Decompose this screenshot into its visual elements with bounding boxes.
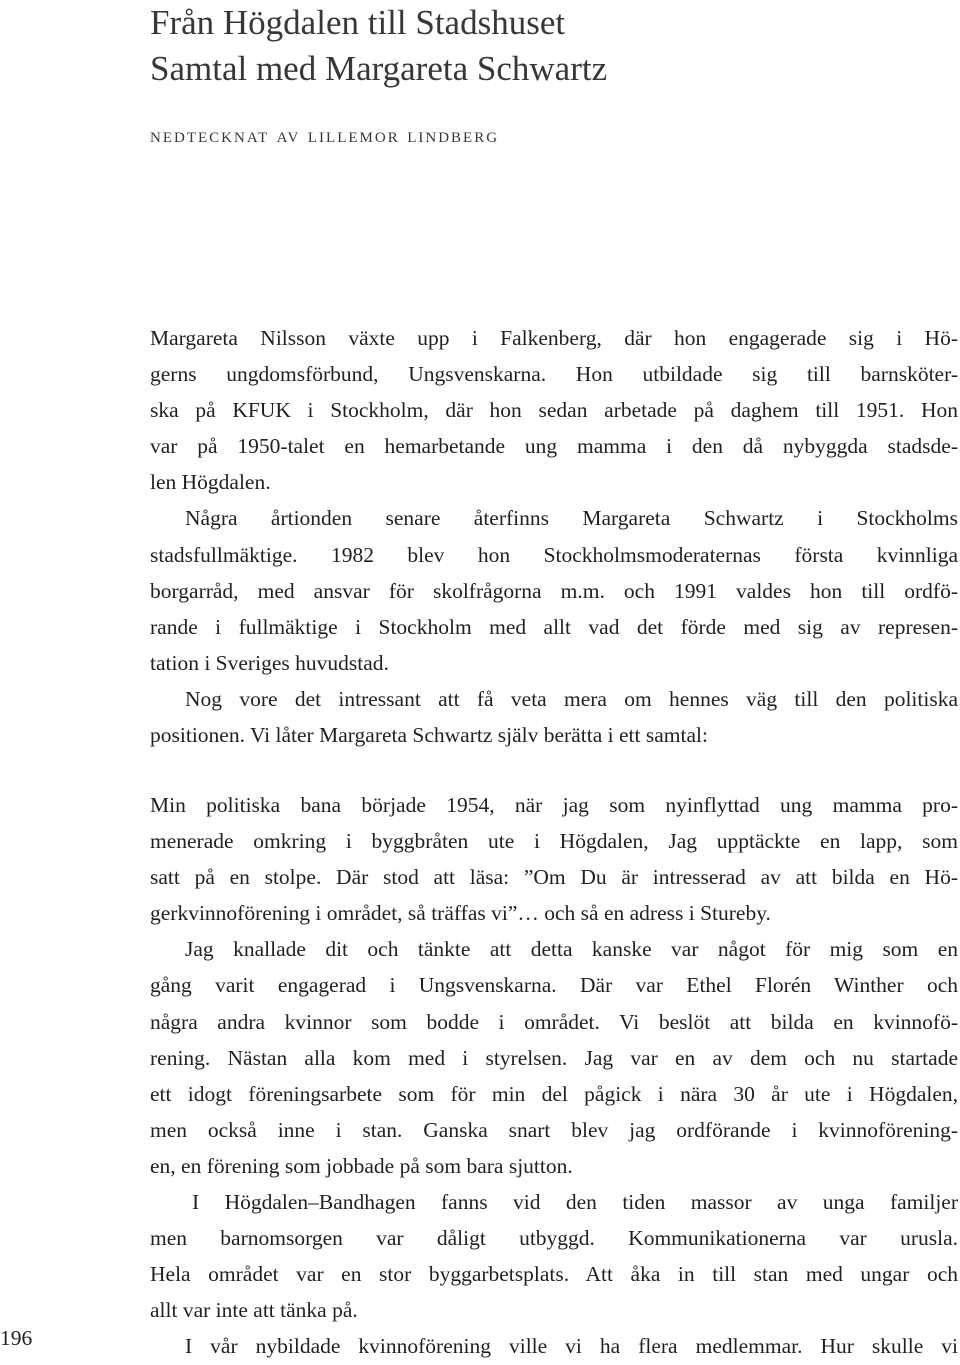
text-line: menerade omkring i byggbråten ute i Högdalen, Jag upptäckte en lapp, som: [150, 829, 958, 854]
main-paragraph-1: [150, 787, 958, 931]
text-line: satt på en stolpe. Där stod att läsa: ”Om Du är intresserad av att bilda en Hö-: [150, 865, 958, 890]
text-line: Jag knallade dit och tänkte att detta kanske var något för mig som en: [185, 937, 958, 962]
text-line: Några årtionden senare återfinns Margareta Schwartz i Stockholms: [185, 506, 958, 531]
text-line: tation i Sveriges huvudstad.: [150, 650, 389, 675]
page-number: 196: [0, 1326, 33, 1350]
text-line: I vår nybildade kvinnoförening ville vi ha flera medlemmar. Hur skulle vi: [185, 1334, 958, 1359]
text-line: gerkvinnoförening i området, så träffas vi”… och så en adress i Stureby.: [150, 901, 771, 926]
title-line-2: Samtal med Margareta Schwartz: [150, 49, 608, 88]
text-line: stadsfullmäktige. 1982 blev hon Stockholmsmoderaternas första kvinnliga: [150, 542, 958, 567]
text-line: Margareta Nilsson växte upp i Falkenberg, där hon engagerade sig i Hö-: [150, 326, 958, 350]
text-line: rening. Nästan alla kom med i styrelsen. Jag var en av dem och nu startade: [150, 1045, 958, 1070]
main-paragraph-3-cont: [150, 1220, 958, 1328]
main-paragraph-2-cont: [150, 967, 958, 1184]
intro-paragraph-2: [150, 500, 958, 536]
text-line: positionen. Vi låter Margareta Schwartz själv berätta i ett samtal:: [150, 723, 708, 748]
text-line: gång varit engagerad i Ungsvenskarna. Där var Ethel Florén Winther och: [150, 973, 958, 998]
main-paragraph-4: [150, 1328, 958, 1364]
text-line: några andra kvinnor som bodde i området. Vi beslöt att bilda en kvinnofö-: [150, 1009, 958, 1034]
text-line: allt var inte att tänka på.: [150, 1298, 358, 1323]
text-line: ska på KFUK i Stockholm, där hon sedan arbetade på daghem till 1951. Hon: [150, 398, 958, 423]
intro-paragraph-3-cont: [150, 717, 958, 753]
text-line: I Högdalen–Bandhagen fanns vid den tiden massor av unga familjer: [192, 1190, 958, 1215]
intro-paragraph-2-cont: [150, 537, 958, 681]
text-line: men barnomsorgen var dåligt utbyggd. Kommunikationerna var urusla.: [150, 1226, 958, 1251]
article-title: [150, 0, 607, 92]
intro-section: [150, 320, 958, 753]
title-line-1: Från Högdalen till Stadshuset: [150, 3, 566, 42]
text-line: Min politiska bana började 1954, när jag som nyinflyttad ung mamma pro-: [150, 793, 958, 817]
text-line: ett idogt föreningsarbete som för min del pågick i nära 30 år ute i Högdalen,: [150, 1081, 958, 1106]
intro-paragraph-1: [150, 320, 958, 500]
text-line: borgarråd, med ansvar för skolfrågorna m.m. och 1991 valdes hon till ordfö-: [150, 578, 958, 603]
text-line: var på 1950-talet en hemarbetande ung mamma i den då nybyggda stadsde-: [150, 434, 958, 459]
interview-section: [150, 787, 958, 1365]
main-paragraph-2: [150, 931, 958, 967]
text-line: rande i fullmäktige i Stockholm med allt vad det förde med sig av represen-: [150, 614, 958, 639]
text-line: men också inne i stan. Ganska snart blev jag ordförande i kvinnoförening-: [150, 1117, 958, 1142]
text-line: en, en förening som jobbade på som bara sjutton.: [150, 1153, 573, 1178]
byline: nedtecknat av lillemor lindberg: [150, 122, 500, 147]
text-line: Hela området var en stor byggarbetsplats. Att åka in till stan med ungar och: [150, 1262, 958, 1287]
main-paragraph-3: [150, 1184, 958, 1220]
text-line: len Högdalen.: [150, 470, 271, 495]
text-line: Nog vore det intressant att få veta mera om hennes väg till den politiska: [185, 686, 958, 711]
text-line: gerns ungdomsförbund, Ungsvenskarna. Hon utbildade sig till barnsköter-: [150, 362, 958, 387]
intro-paragraph-3: [150, 681, 958, 717]
